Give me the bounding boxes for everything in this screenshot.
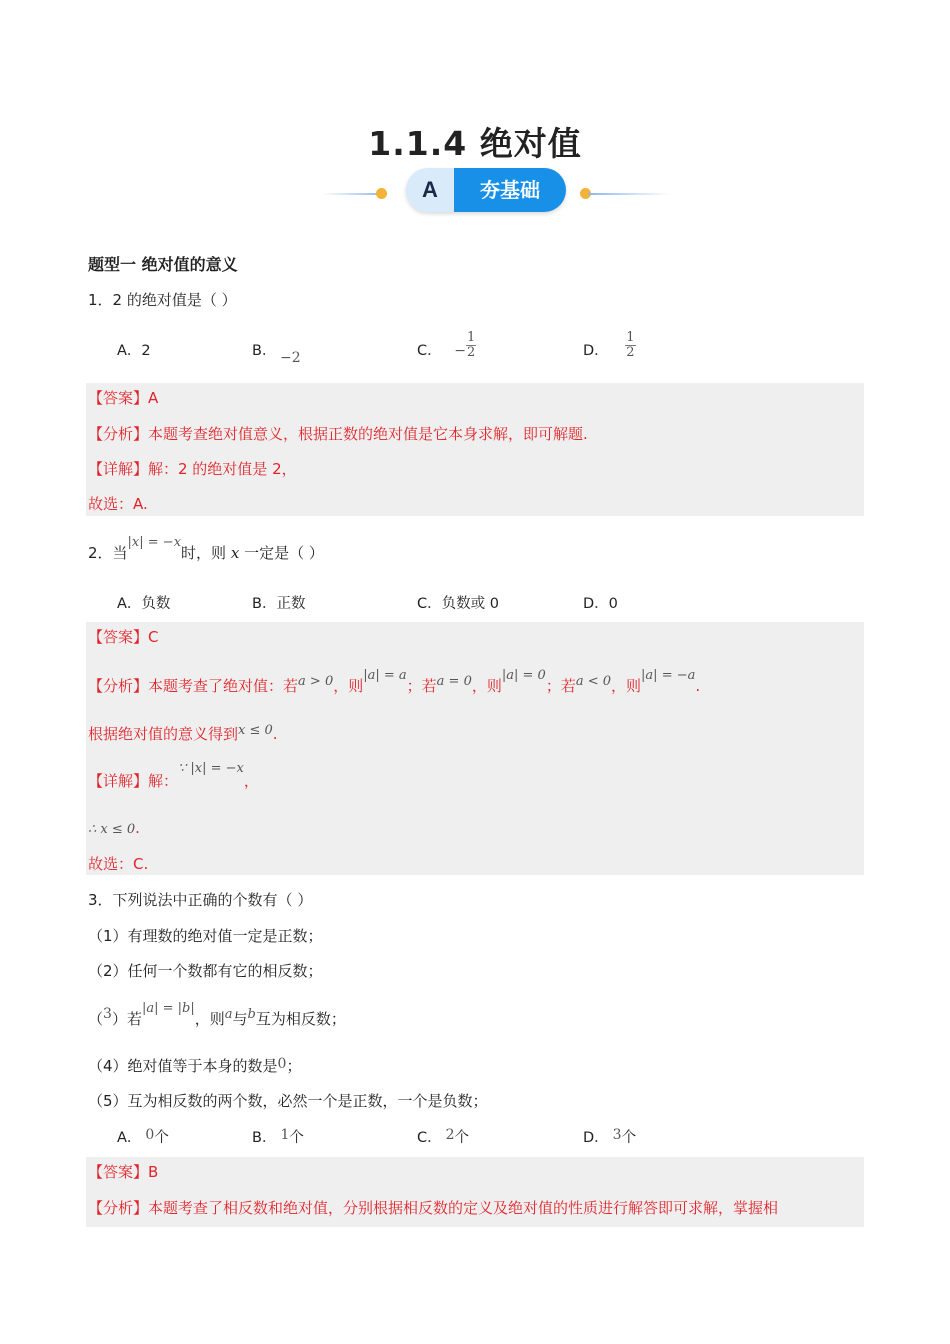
analysis-t4: ；若 — [545, 677, 576, 695]
fraction-numerator: 1 — [466, 329, 476, 345]
analysis-intro: 本题考查了绝对值：若 — [148, 677, 299, 695]
q1-option-d-fraction — [625, 331, 635, 360]
math-abs-a-eq-neg-a: |a| = −a — [641, 668, 696, 683]
option-label: C． — [417, 343, 442, 359]
option-label: B． — [252, 596, 277, 612]
q3-option-a — [117, 1126, 169, 1147]
analysis-t6: . — [695, 677, 701, 695]
q2-conclusion: 故选：C. — [88, 855, 149, 873]
option-num: 3 — [612, 1127, 622, 1143]
math-abs-a-eq-a: |a| = a — [363, 668, 407, 683]
line2-text: 根据绝对值的意义得到 — [88, 725, 239, 743]
option-num: 1 — [280, 1127, 290, 1143]
s4-text: （4）绝对值等于本身的数是 — [88, 1057, 278, 1075]
q1-answer-box — [86, 383, 864, 516]
q1-answer: 【答案】A — [88, 389, 159, 407]
q1-option-d — [583, 329, 636, 360]
q1-detail: 【详解】解：2 的绝对值是 2， — [88, 460, 297, 478]
option-label: D． — [583, 1130, 609, 1146]
option-sign: − — [454, 343, 466, 359]
therefore-end: . — [135, 819, 140, 837]
math-a-lt-0: a < 0 — [575, 674, 612, 689]
option-unit: 个 — [621, 1130, 637, 1146]
option-text: 正数 — [276, 596, 306, 612]
s3-close: ）若 — [111, 1010, 142, 1028]
s3-open: （ — [88, 1010, 104, 1028]
badge-pill — [406, 168, 566, 212]
q3-stem: 3．下列说法中正确的个数有（ ） — [88, 891, 313, 909]
badge-label: 夯基础 — [454, 168, 566, 212]
q1-option-c — [417, 329, 476, 360]
q2-option-a — [117, 592, 170, 613]
math-x-le-0: x ≤ 0 — [238, 723, 273, 738]
q2-analysis — [88, 668, 701, 698]
var-b: b — [247, 1007, 256, 1022]
math-because-abs-x: ∵ |x| = −x — [178, 761, 244, 776]
badge-left-dot — [376, 188, 387, 199]
s3-then: ，则 — [194, 1010, 225, 1028]
option-unit: 个 — [289, 1130, 304, 1146]
q1-stem: 1．2 的绝对值是（ ） — [88, 291, 237, 309]
analysis-t5: ，则 — [611, 677, 642, 695]
fraction-numerator: 1 — [626, 329, 635, 345]
q1-conclusion: 故选：A. — [88, 495, 148, 513]
section-heading: 题型一 绝对值的意义 — [88, 255, 238, 274]
option-label: A． — [117, 596, 142, 612]
q3-statement-4 — [88, 1056, 301, 1077]
math-therefore-x-le-0: ∴ x ≤ 0 — [88, 822, 136, 837]
math-abs-a-eq-abs-b: |a| = |b| — [141, 1001, 195, 1016]
badge-letter: A — [422, 177, 438, 202]
q1-option-b-value: −2 — [280, 350, 301, 366]
line2-end: . — [272, 725, 278, 743]
option-unit: 个 — [454, 1130, 470, 1146]
option-label: B． — [252, 343, 277, 359]
s3-end: 互为相反数； — [255, 1010, 346, 1028]
q3-option-b — [252, 1126, 304, 1147]
q1-option-a — [117, 339, 151, 360]
q3-statement-1: （1）有理数的绝对值一定是正数； — [88, 927, 323, 945]
analysis-t1: ，则 — [333, 677, 364, 695]
q1-analysis: 【分析】本题考查绝对值意义，根据正数的绝对值是它本身求解，即可解题. — [88, 425, 588, 443]
analysis-label: 【分析】 — [88, 677, 149, 695]
q3-option-d — [583, 1126, 636, 1147]
analysis-t3: ，则 — [471, 677, 502, 695]
q2-option-b — [252, 592, 305, 613]
q2-prefix: 2．当 — [88, 544, 128, 562]
option-label: B． — [252, 1130, 277, 1146]
q2-answer: 【答案】C — [88, 628, 159, 646]
q2-detail — [88, 761, 259, 793]
option-unit: 个 — [154, 1130, 169, 1146]
badge-right-line — [588, 193, 670, 195]
q2-variable: x — [230, 544, 240, 562]
q3-statement-2: （2）任何一个数都有它的相反数； — [88, 962, 323, 980]
math-a-gt-0: a > 0 — [298, 674, 334, 689]
option-label: D． — [583, 596, 609, 612]
q2-analysis-line2 — [88, 724, 278, 746]
option-label: C． — [417, 596, 442, 612]
math-abs-a-eq-0: |a| = 0 — [501, 668, 546, 683]
option-text: 负数 — [141, 596, 171, 612]
q1-option-b — [252, 339, 276, 360]
option-num: 2 — [445, 1127, 455, 1143]
analysis-t2: ；若 — [406, 677, 437, 695]
option-text: 2 — [141, 343, 151, 359]
option-label: A． — [117, 343, 142, 359]
option-label: D． — [583, 343, 609, 359]
option-num: 0 — [145, 1127, 155, 1143]
q2-stem — [88, 535, 324, 565]
q1-option-c-fraction — [466, 331, 476, 360]
section-badge — [300, 166, 680, 216]
s3-with: 与 — [232, 1010, 248, 1028]
badge-left-line — [322, 193, 384, 195]
var-a: a — [224, 1007, 233, 1022]
q2-suffix-a: 时，则 — [181, 544, 227, 562]
q2-suffix-b: 一定是（ ） — [244, 544, 324, 562]
q2-answer-box — [86, 622, 864, 875]
page-title: 1.1.4 绝对值 — [368, 124, 582, 163]
option-label: A． — [117, 1130, 142, 1146]
detail-label: 【详解】解： — [88, 772, 179, 790]
q3-analysis: 【分析】本题考查了相反数和绝对值，分别根据相反数的定义及绝对值的性质进行解答即可求解，掌握相 — [88, 1199, 779, 1217]
detail-end: ， — [243, 772, 259, 790]
q2-option-d — [583, 592, 618, 613]
q3-option-c — [417, 1126, 469, 1147]
s3-num: 3 — [103, 1006, 112, 1022]
fraction-denominator: 2 — [466, 344, 476, 360]
option-text: 0 — [608, 596, 618, 612]
q3-statement-5: （5）互为相反数的两个数，必然一个是正数，一个是负数； — [88, 1092, 488, 1110]
q2-option-c — [417, 592, 499, 613]
math-a-eq-0: a = 0 — [436, 674, 472, 689]
q3-statement-3 — [88, 1001, 346, 1031]
s4-end: ； — [286, 1057, 302, 1075]
q2-condition-math: |x| = −x — [127, 535, 182, 550]
option-text: 负数或 0 — [441, 596, 499, 612]
fraction-denominator: 2 — [626, 344, 635, 360]
option-label: C． — [417, 1130, 442, 1146]
q3-answer: 【答案】B — [88, 1163, 159, 1181]
q2-therefore — [88, 818, 140, 840]
s4-num: 0 — [277, 1056, 287, 1072]
